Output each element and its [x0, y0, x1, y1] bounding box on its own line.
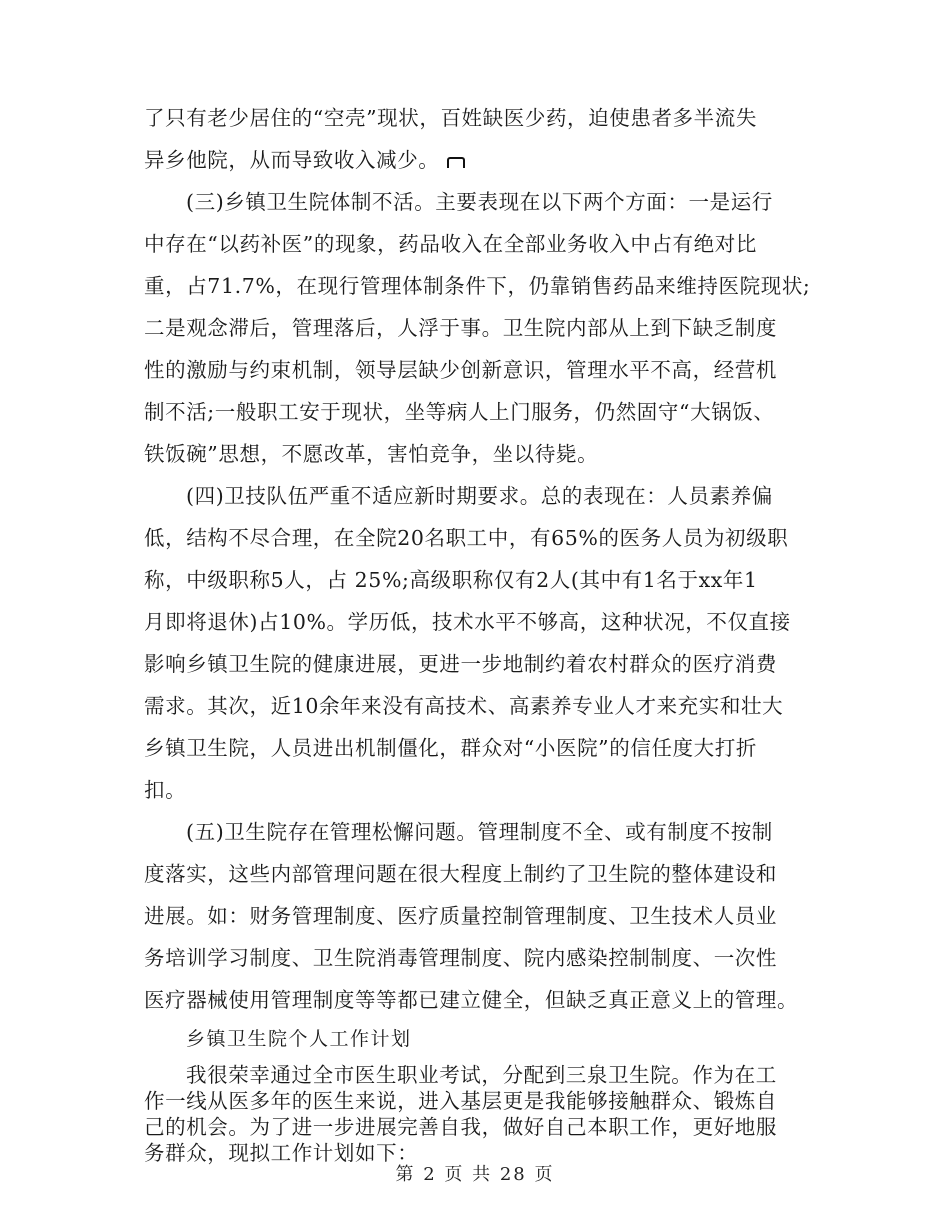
text-line: 性的激励与约束机制，领导层缺少创新意识，管理水平不高，经营机	[144, 358, 777, 382]
text-line: 务群众，现拟工作计划如下：	[144, 1141, 419, 1165]
text-line: 铁饭碗”思想，不愿改革，害怕竞争，坐以待毙。	[144, 442, 599, 466]
edit-mark-icon	[445, 156, 467, 168]
text-line: 己的机会。为了进一步进展完善自我，做好自己本职工作，更好地服	[144, 1115, 777, 1139]
text-line: 月即将退休)占10%。学历低，技术水平不够高，这种状况，不仅直接	[144, 610, 791, 634]
text-line: 乡镇卫生院，人员进出机制僵化，群众对“小医院”的信任度大打折	[144, 736, 757, 760]
section-title: 乡镇卫生院个人工作计划	[186, 1028, 412, 1050]
text-line: 医疗器械使用管理制度等等都已建立健全，但缺乏真正意义上的管理。	[144, 988, 799, 1012]
text-line: 务培训学习制度、卫生院消毒管理制度、院内感染控制制度、一次性	[144, 946, 777, 970]
text-line: 称，中级职称5人，占 25%;高级职称仅有2人(其中有1名于xx年1	[144, 568, 758, 592]
paragraph-heading-4: (四)卫技队伍严重不适应新时期要求。总的表现在：人员素养偏	[186, 484, 773, 508]
text-line: 我很荣幸通过全市医生职业考试，分配到三泉卫生院。作为在工	[186, 1063, 777, 1087]
page-number-footer: 第 2 页 共 28 页	[395, 1164, 555, 1185]
text-line: 制不活;一般职工安于现状，坐等病人上门服务，仍然固守“大锅饭、	[144, 400, 775, 424]
text-line: 重，占71.7%，在现行管理体制条件下，仍靠销售药品来维持医院现状;	[144, 274, 811, 298]
text-line: 二是观念滞后，管理落后，人浮于事。卫生院内部从上到下缺乏制度	[144, 316, 777, 340]
text-line: 中存在“以药补医”的现象，药品收入在全部业务收入中占有绝对比	[144, 232, 757, 256]
paragraph-heading-3: (三)乡镇卫生院体制不活。主要表现在以下两个方面：一是运行	[186, 190, 773, 214]
text-line: 了只有老少居住的“空壳”现状，百姓缺医少药，迫使患者多半流失	[144, 106, 757, 130]
text-line: 进展。如：财务管理制度、医疗质量控制管理制度、卫生技术人员业	[144, 904, 777, 928]
text-line: 低，结构不尽合理，在全院20名职工中，有65%的医务人员为初级职	[144, 526, 789, 550]
text-line: 需求。其次，近10余年来没有高技术、高素养专业人才来充实和壮大	[144, 694, 784, 718]
paragraph-heading-5: (五)卫生院存在管理松懈问题。管理制度不全、或有制度不按制	[186, 820, 773, 844]
text-line: 影响乡镇卫生院的健康进展，更进一步地制约着农村群众的医疗消费	[144, 652, 777, 676]
text-line: 扣。	[144, 778, 187, 802]
text-line: 度落实，这些内部管理问题在很大程度上制约了卫生院的整体建设和	[144, 862, 777, 886]
text-line	[144, 145, 467, 175]
text-line: 作一线从医多年的医生来说，进入基层更是我能够接触群众、锻炼自	[144, 1089, 777, 1113]
text-line-content: 异乡他院，从而导致收入减少。	[144, 148, 440, 172]
